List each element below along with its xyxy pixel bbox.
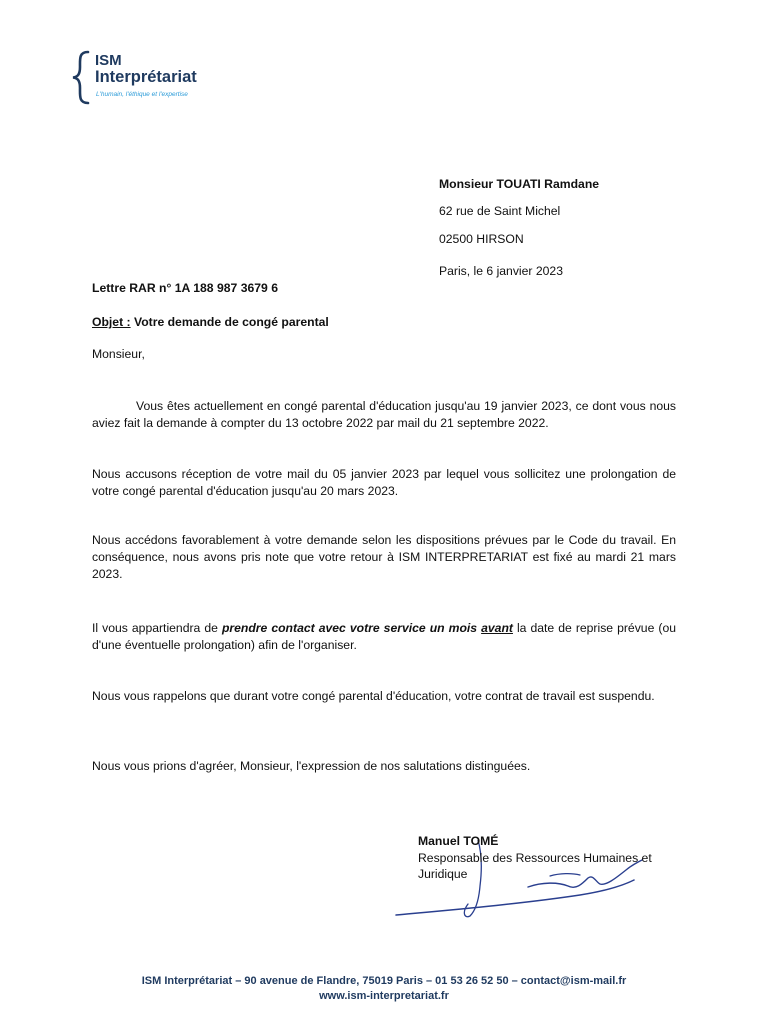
- paragraph-5: Nous vous rappelons que durant votre congé parental d'éducation, votre contrat de travail est suspendu.: [92, 689, 655, 703]
- paragraph-4-after: la date de reprise prévue (ou d'une éventuelle prolongation) afin de l'organiser.: [92, 621, 676, 652]
- letter-date: Paris, le 6 janvier 2023: [439, 264, 563, 278]
- footer-website: www.ism-interpretariat.fr: [319, 990, 449, 1002]
- logo-tagline: L'humain, l'éthique et l'expertise: [96, 91, 188, 98]
- recipient-address-line2: 02500 HIRSON: [439, 232, 524, 246]
- paragraph-6-closing: Nous vous prions d'agréer, Monsieur, l'expression de nos salutations distinguées.: [92, 759, 531, 773]
- logo-brace-icon: [70, 50, 92, 105]
- logo-text-interpretariat: Interprétariat: [95, 68, 197, 86]
- footer-contact: ISM Interprétariat – 90 avenue de Flandre, 75019 Paris – 01 53 26 52 50 – contact@ism-mail.fr: [141, 975, 627, 987]
- paragraph-3: Nous accédons favorablement à votre demande selon les dispositions prévues par le Code du travail. En conséquence, nous avons pris note que votre retour à ISM INTERPRETARIAT est fixé au mardi 21 mars 2023.: [92, 533, 676, 581]
- paragraph-4-underlined: avant: [481, 621, 513, 635]
- paragraph-4-emphasis-text: prendre contact avec votre service un mois: [221, 621, 482, 635]
- recipient-address-line1: 62 rue de Saint Michel: [439, 204, 561, 218]
- paragraph-4-emphasis: [222, 621, 513, 635]
- paragraph-1: [92, 398, 676, 432]
- paragraph-2: Nous accusons réception de votre mail du 05 janvier 2023 par lequel vous sollicitez une prolongation de votre congé parental d'éducation jusqu'au 20 mars 2023.: [92, 467, 676, 498]
- signatory-role-line2: Juridique: [418, 867, 468, 881]
- paragraph-1-text: Vous êtes actuellement en congé parental d'éducation jusqu'au 19 janvier 2023, ce dont vous nous aviez fait la demande à compter du 13 octobre 2022 par mail du 21 septembre 2022.: [92, 399, 676, 430]
- signatory-name: Manuel TOMÉ: [418, 834, 499, 848]
- signatory-role-line1: Responsable des Ressources Humaines et: [418, 851, 652, 865]
- recipient-name: Monsieur TOUATI Ramdane: [439, 177, 600, 191]
- salutation: Monsieur,: [92, 347, 145, 361]
- logo-text-ism: ISM: [95, 52, 122, 69]
- subject-label: Objet :: [92, 315, 131, 329]
- rar-reference: Lettre RAR n° 1A 188 987 3679 6: [92, 281, 278, 295]
- paragraph-4-before: Il vous appartiendra de: [92, 621, 222, 635]
- subject-text: Votre demande de congé parental: [130, 315, 329, 329]
- subject-line: [92, 314, 329, 331]
- paragraph-4: [92, 620, 676, 654]
